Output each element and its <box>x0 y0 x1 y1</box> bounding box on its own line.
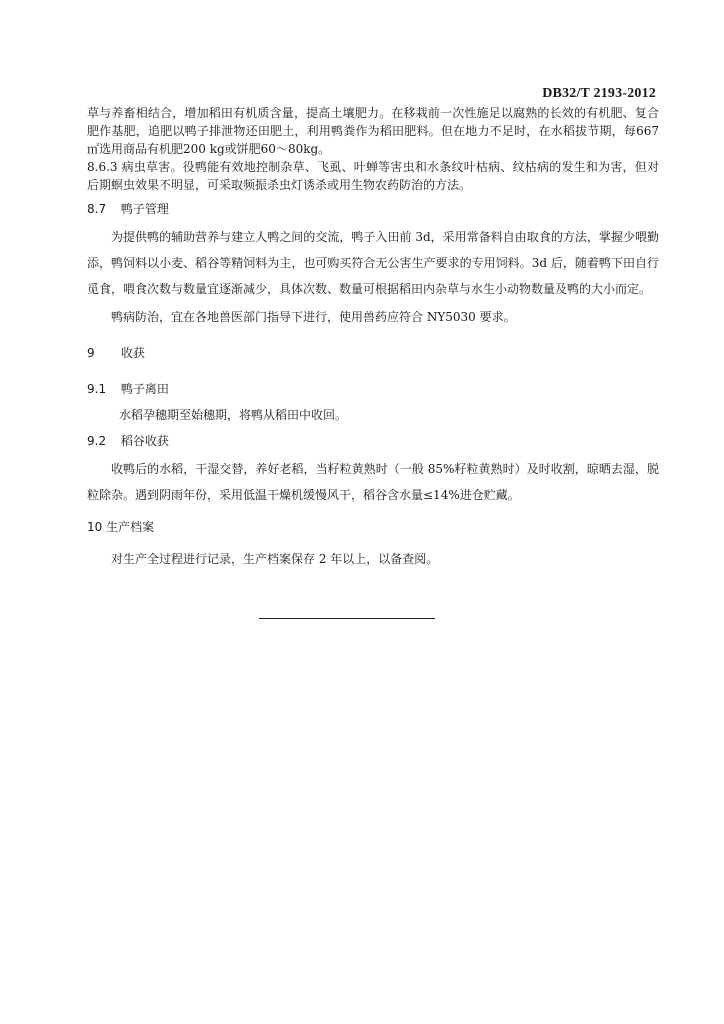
standard-code: DB32/T 2193-2012 <box>542 86 656 101</box>
section-8-6-3-paragraph: 8.6.3 病虫草害。役鸭能有效地控制杂草、飞虱、叶蝉等害虫和水条纹叶枯病、纹枯病的发生和为害，但对后期螟虫效果不明显，可采取频振杀虫灯诱杀或用生物农药防治的方法。 <box>87 160 659 192</box>
document-body <box>87 104 659 568</box>
section-9-1-paragraph: 水稻孕穗期至始穗期，将鸭从稻田中收回。 <box>119 408 348 422</box>
section-title: 稻谷收获 <box>120 434 169 448</box>
section-number: 9 <box>87 346 95 360</box>
section-9-1-heading <box>87 380 659 398</box>
section-8-7-paragraph-2: 鸭病防治，宜在各地兽医部门指导下进行，使用兽药应符合 NY5030 要求。 <box>111 310 516 324</box>
section-9-2-heading <box>87 432 659 450</box>
section-title: 鸭子管理 <box>120 202 169 216</box>
section-9-heading <box>87 344 659 362</box>
end-of-document-rule <box>259 618 435 619</box>
section-title: 鸭子离田 <box>120 382 169 396</box>
section-title: 收获 <box>120 346 145 360</box>
section-8-7-heading <box>87 200 659 218</box>
section-10-paragraph: 对生产全过程进行记录，生产档案保存 2 年以上，以备查阅。 <box>111 552 439 566</box>
section-8-7-paragraph-1: 为提供鸭的辅助营养与建立人鸭之间的交流，鸭子入田前 3d，采用常备料自由取食的方法，掌握少喂勤添，鸭饲料以小麦、稻谷等精饲料为主，也可购买符合无公害生产要求的专用饲料。3d 后，随着鸭下田自行觅食，喂食次数与数量宜逐渐减少，具体次数、数量可根据稻田内杂草与水生小动物数量及鸭的大小而定。 <box>87 230 659 296</box>
section-10-heading: 10 生产档案 <box>87 520 155 534</box>
section-number: 9.2 <box>87 434 107 448</box>
section-number: 8.7 <box>87 202 107 216</box>
intro-paragraph: 草与养畜相结合，增加稻田有机质含量，提高土壤肥力。在移栽前一次性施足以腐熟的长效的有机肥、复合肥作基肥，追肥以鸭子排泄物还田肥土，利用鸭粪作为稻田肥料。但在地力不足时，在水稻拔节期，每667㎡选用商品有机肥200 kg或饼肥60～80kg。 <box>87 106 659 156</box>
section-number: 9.1 <box>87 382 107 396</box>
section-9-2-paragraph: 收鸭后的水稻，干湿交替，养好老稻，当籽粒黄熟时（一般 85%籽粒黄熟时）及时收割，晾晒去湿，脱粒除杂。遇到阴雨年份，采用低温干燥机缓慢风干，稻谷含水量≤14%进仓贮藏。 <box>87 462 659 502</box>
